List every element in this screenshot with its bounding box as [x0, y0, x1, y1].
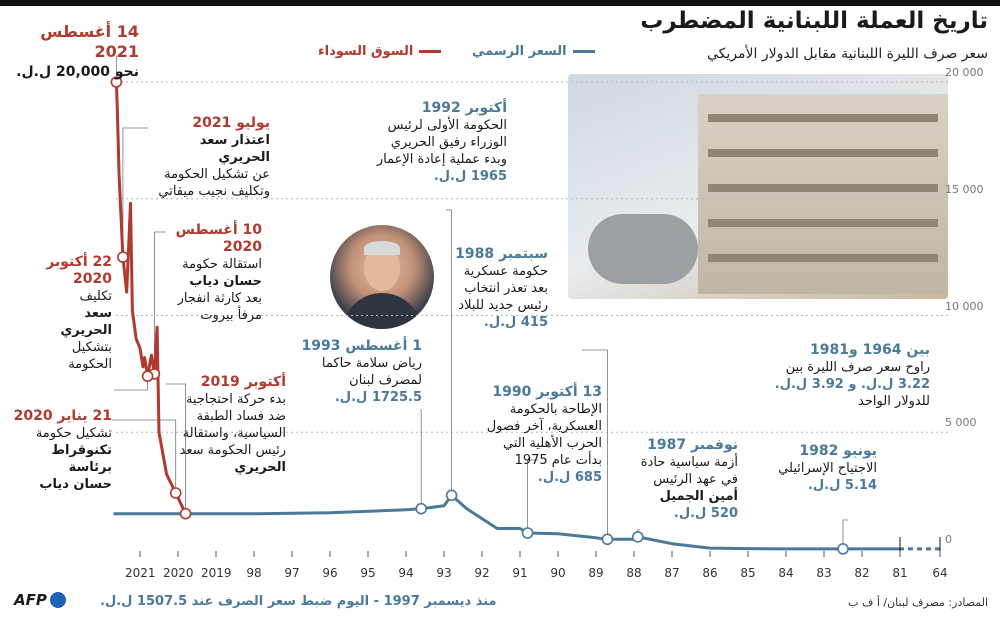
- x-tick-label: 97: [284, 566, 300, 580]
- annotation-line: بعد كارثة انفجار: [177, 291, 262, 306]
- annotation-line: استقالة حكومة: [182, 257, 262, 272]
- annotation-1964: [740, 342, 930, 410]
- y-tick-label: 10 000: [945, 299, 984, 313]
- annotation-line: ضد فساد الطبقة: [196, 409, 286, 424]
- annotation-line: تكنوقراط برئاسة: [51, 443, 112, 475]
- peg-footnote: منذ ديسمبر 1997 - اليوم ضبط سعر الصرف عند 1507.5 ل.ل.: [100, 594, 497, 609]
- leader-line: [123, 128, 148, 257]
- annotation-head: 13 أكتوبر 1990: [492, 384, 602, 400]
- event-marker: [838, 544, 848, 554]
- annotation-head: 21 يناير 2020: [13, 408, 112, 424]
- annotation-oct2020: [30, 254, 112, 373]
- annotation-line: في عهد الرئيس: [653, 472, 738, 487]
- y-tick-label: 20 000: [945, 66, 984, 79]
- annotation-line: الحكومة الأولى لرئيس: [387, 118, 507, 133]
- x-axis: [140, 551, 940, 557]
- official-rate-line: [113, 495, 900, 549]
- annotation-oct1992: [342, 100, 507, 185]
- x-tick-label: 88: [626, 566, 642, 580]
- annotation-line: سعد الحريري: [60, 306, 112, 338]
- annotation-value: 685 ل.ل.: [537, 470, 602, 485]
- annotation-line: الوزراء رفيق الحريري: [390, 135, 507, 150]
- event-marker: [181, 509, 191, 519]
- x-tick-label: 82: [854, 566, 870, 580]
- annotation-head: يوليو 2021: [192, 115, 270, 131]
- annotation-value: 1965 ل.ل.: [433, 169, 507, 184]
- annotation-jan2020: [10, 408, 112, 493]
- annotation-head: يونيو 1982: [799, 443, 877, 459]
- peak-value: نحو 20,000 ل.ل.: [16, 64, 139, 80]
- x-tick-label: 93: [436, 566, 452, 580]
- annotation-line: حسان دياب: [39, 477, 112, 492]
- page-title: تاريخ العملة اللبنانية المضطرب: [640, 8, 988, 34]
- peak-head: 14 أغسطس 2021: [40, 22, 139, 61]
- event-marker: [143, 371, 153, 381]
- annotation-head: 10 أغسطس 2020: [175, 222, 262, 255]
- annotation-head: بين 1964 و1981: [810, 342, 930, 358]
- annotation-line: بتشكيل: [71, 340, 112, 355]
- annotation-value: 415 ل.ل.: [483, 315, 548, 330]
- afp-logo-icon: [50, 592, 66, 608]
- annotation-line: تشكيل حكومة: [35, 426, 112, 441]
- x-tick-label: 87: [664, 566, 680, 580]
- annotation-line: 3.22 ل.ل. و 3.92 ل.ل.: [774, 377, 930, 392]
- x-tick-label: 81: [892, 566, 908, 580]
- annotation-value: 520 ل.ل.: [673, 506, 738, 521]
- annotation-line: بدء حركة احتجاجية: [185, 392, 286, 407]
- legend-official-label: السعر الرسمي: [472, 44, 567, 59]
- y-tick-label: 0: [945, 533, 952, 546]
- annotation-line: الحريري: [234, 460, 286, 475]
- annotation-head: سبتمبر 1988: [455, 246, 548, 262]
- annotation-head: أكتوبر 1992: [421, 100, 507, 116]
- annotation-line: لمصرف لبنان: [349, 373, 422, 388]
- annotation-head: 22 أكتوبر 2020: [46, 254, 112, 287]
- annotation-line: راوح سعر صرف الليرة بين: [785, 360, 930, 375]
- x-tick-label: 95: [360, 566, 376, 580]
- x-tick-label: 86: [702, 566, 718, 580]
- annotation-value: 1725.5 ل.ل.: [334, 390, 422, 405]
- annotation-line: رئيس الحكومة سعد: [179, 443, 286, 458]
- annotation-oct1990: [466, 384, 602, 486]
- annotation-line: الاجتياح الإسرائيلي: [778, 461, 877, 476]
- event-marker: [447, 490, 457, 500]
- annotation-line: الحكومة: [68, 357, 112, 372]
- leader-line: [420, 410, 421, 509]
- afp-logo-text: AFP: [14, 591, 47, 609]
- annotation-line: رئيس جديد للبلاد: [458, 298, 548, 313]
- x-tick-label: 2021: [125, 566, 156, 580]
- annotation-line: بعد تعذر انتخاب: [464, 281, 548, 296]
- x-tick-label: 2019: [201, 566, 232, 580]
- annotation-line: الإطاحة بالحكومة: [509, 402, 602, 417]
- x-tick-label: 91: [512, 566, 528, 580]
- annotation-line: حكومة عسكرية: [463, 264, 548, 279]
- annotation-line: وبدء عملية إعادة الإعمار: [376, 152, 507, 167]
- x-tick-label: 90: [550, 566, 566, 580]
- source-note: المصادر: مصرف لبنان/ أ ف ب: [848, 596, 988, 609]
- y-tick-label: 5 000: [945, 416, 977, 430]
- event-marker: [523, 528, 533, 538]
- annotation-aug1993: [300, 338, 422, 406]
- annotation-head: نوفمبر 1987: [647, 437, 738, 453]
- event-marker: [171, 488, 181, 498]
- annotation-sep1988: [440, 246, 548, 331]
- annotation-line: وتكليف نجيب ميقاتي: [158, 184, 270, 199]
- annotation-line: أزمة سياسية حادة: [640, 455, 738, 470]
- x-tick-label: 84: [778, 566, 794, 580]
- annotation-nov1987: [620, 437, 738, 522]
- event-marker: [602, 534, 612, 544]
- annotation-line: اعتذار سعد الحريري: [199, 133, 270, 165]
- legend-black-label: السوق السوداء: [318, 44, 414, 59]
- x-tick-label: 98: [246, 566, 262, 580]
- page-subtitle: سعر صرف الليرة اللبنانية مقابل الدولار الأمريكي: [707, 46, 988, 62]
- peak-annotation: [14, 22, 139, 82]
- leader-line: [112, 420, 176, 493]
- annotation-line: أمين الجميل: [659, 489, 738, 504]
- afp-logo: [14, 591, 66, 609]
- annotation-line: عن تشكيل الحكومة: [164, 167, 270, 182]
- event-marker: [118, 252, 128, 262]
- annotation-line: مرفأ بيروت: [200, 308, 262, 323]
- x-tick-label: 83: [816, 566, 832, 580]
- annotation-line: الحرب الأهلية التي: [502, 436, 602, 451]
- annotation-jul2021: [150, 115, 270, 200]
- annotation-line: للدولار الواحد: [858, 394, 930, 409]
- annotation-line: حسان دياب: [189, 274, 262, 289]
- annotation-head: 1 أغسطس 1993: [301, 338, 422, 354]
- x-tick-label: 85: [740, 566, 756, 580]
- event-marker: [633, 532, 643, 542]
- annotation-oct2019: [168, 374, 286, 476]
- annotation-line: السياسية، واستقالة: [182, 426, 286, 441]
- y-tick-label: 15 000: [945, 182, 984, 196]
- event-marker: [416, 504, 426, 514]
- annotation-line: العسكرية، آخر فصول: [486, 419, 602, 434]
- annotation-line: تكليف: [79, 289, 112, 304]
- x-tick-label: 89: [588, 566, 604, 580]
- annotation-line: بدأت عام 1975: [514, 453, 602, 468]
- annotation-aug2020: [170, 222, 262, 324]
- x-tick-label: 64: [932, 566, 948, 580]
- annotation-value: 5.14 ل.ل.: [807, 478, 877, 493]
- x-tick-label: 2020: [163, 566, 194, 580]
- annotation-head: أكتوبر 2019: [200, 374, 286, 390]
- x-tick-label: 92: [474, 566, 490, 580]
- annotation-jun1982: [755, 443, 877, 494]
- x-tick-label: 94: [398, 566, 414, 580]
- x-tick-label: 96: [322, 566, 338, 580]
- annotation-line: رياض سلامة حاكما: [321, 356, 422, 371]
